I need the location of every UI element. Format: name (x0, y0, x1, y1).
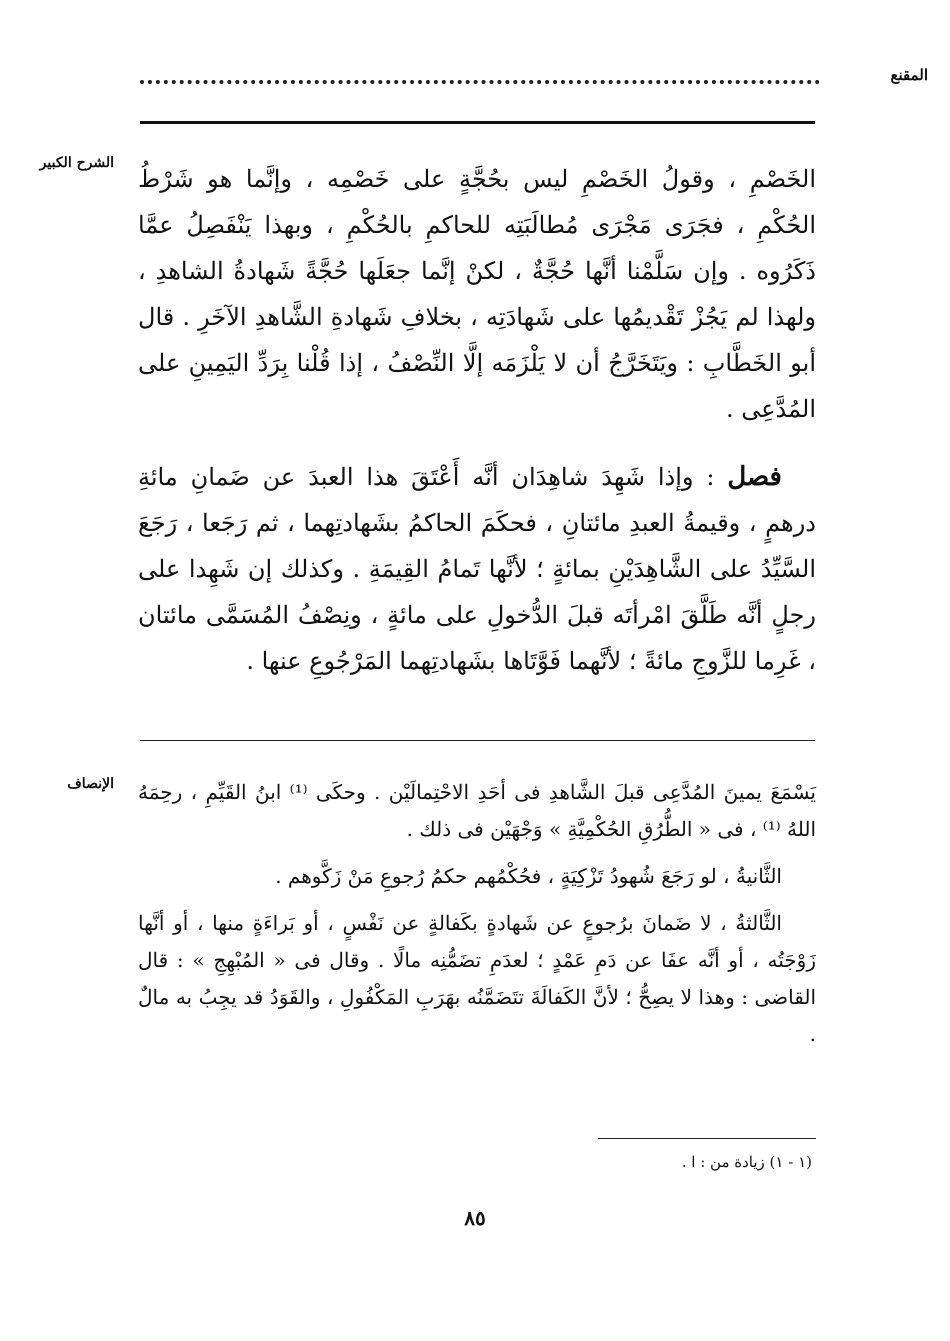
insaf-side-label: الإنصاف (67, 776, 114, 792)
sharh-side-label: الشرح الكبير (39, 155, 114, 171)
sharh-paragraph-1: الخَصْمِ ، وقولُ الخَصْمِ ليس بحُجَّةٍ على خَصْمِه ، وإنَّما هو شَرْطُ الحُكْمِ ، فجَرَى مَجْرَى مُطالَبَتِه للحاكمِ بالحُكْمِ ، وبهذا يَنْفَصِلُ عمَّا ذَكَرُوه . وإن سَلَّمْنا أنَّها حُجَّةٌ ، لكنْ إنَّما جعَلَها حُجَّةً شَهادةُ الشاهدِ ، ولهذا لم يَجُزْ تَقْديمُها على شَهادَتِه ، بخلافِ شَهادةِ الشَّاهدِ الآخَرِ . قال أبو الخَطَّابِ : ويَتَخَرَّجُ أن لا يَلْزَمَه إلَّا النِّصْفُ ، إذا قُلْنا بِرَدِّ اليَمِينِ على المُدَّعِى . (138, 165, 816, 423)
sharh-paragraph-2 (138, 454, 816, 684)
insaf-section (138, 774, 816, 1053)
insaf-paragraph-1: يَسْمَعَ يمينَ المُدَّعِى قبلَ الشَّاهدِ فى أحَدِ الاحْتِمالَيْن . وحكَى ⁽¹⁾ ابنُ القَيِّمِ ، رحِمَهُ اللهُ ⁽¹⁾ ، فى « الطُّرُقِ الحُكْمِيَّةِ » وَجْهَيْن فى ذلك . (138, 780, 816, 841)
dotted-leader (140, 80, 820, 84)
insaf-paragraph-2: الثَّانيةُ ، لو رَجَعَ شُهودُ تَزْكِيَةٍ ، فحُكْمُهم حكمُ رُجوعِ مَنْ زَكَّوهم . (275, 864, 782, 888)
running-header (140, 66, 928, 106)
section-divider (140, 740, 815, 741)
page-number: ٨٥ (464, 1206, 486, 1230)
footnote-rule (598, 1138, 816, 1139)
sharh-paragraph-2-text: : وإذا شَهِدَ شاهِدَان أنَّه أَعْتَقَ هذا العبدَ عن ضَمانِ مائةِ درهمٍ ، وقيمةُ العبدِ مائتانِ ، فحكَمَ الحاكمُ بشَهادتِهما ، ثم رَجَعا ، رَجَعَ السَّيِّدُ على الشَّاهِدَيْنِ بمائةٍ ؛ لأنَّها تَمامُ القِيمَةِ . وكذلك إن شَهِدا على رجلٍ أنَّه طَلَّقَ امْرأتَه قبلَ الدُّخولِ على مائةٍ ، ونِصْفُ المُسَمَّى مائتان ، غَرِما للزَّوجِ مائةً ؛ لأنَّهما فَوَّتَاها بشَهادتِهما المَرْجُوعِ عنها . (138, 463, 816, 675)
insaf-paragraph-3: الثَّالثةُ ، لا ضَمانَ برُجوعٍ عن شَهادةٍ بكَفالةٍ عن نَفْسٍ ، أو بَراءَةٍ منها ، أو أنَّها زَوْجَتُه ، أو أنَّه عفَا عن دَمِ عَمْدٍ ؛ لعدَمِ تضَمُّنِه مالًا . وقال فى « المُبْهِجِ » : قال القاضى : وهذا لا يصِحُّ ؛ لأنَّ الكَفالَةَ تتَضَمَّنُه بهَرَبِ المَكْفُولِ ، والقَوَدُ قد يجِبُ به مالٌ . (138, 911, 816, 1046)
sharh-section (138, 156, 816, 684)
fasl-label: فصل (727, 462, 782, 492)
footnote: (١ - ١) زيادة من : ا . (681, 1153, 812, 1171)
header-rule (140, 121, 815, 124)
running-header-title: المقنع (890, 66, 928, 84)
